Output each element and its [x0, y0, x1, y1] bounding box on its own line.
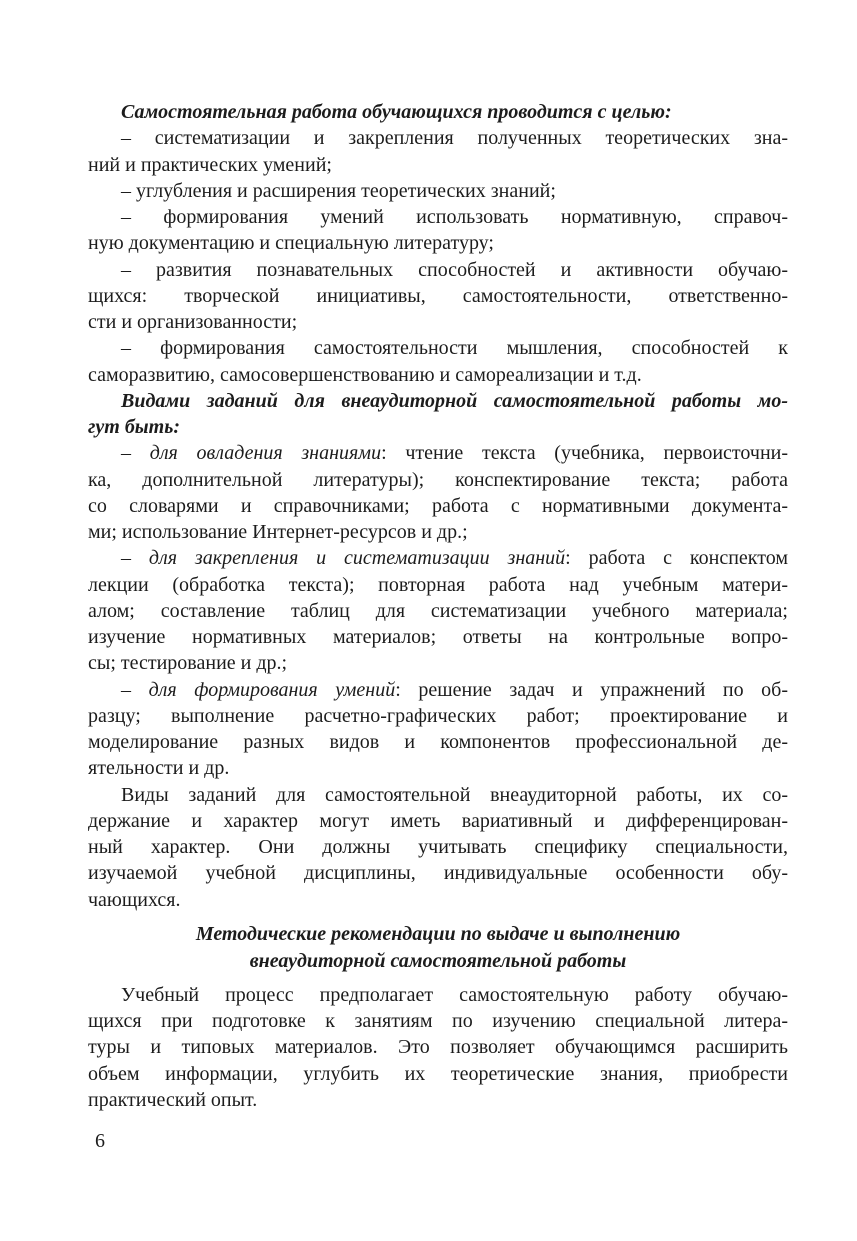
goal-item-4 — [88, 257, 788, 336]
emphasis-phrase: для закрепления и систематизации знаний — [148, 547, 566, 570]
text-line: щихся: творческой инициативы, самостоятельности, ответственно- — [88, 284, 788, 307]
text-line: изучение нормативных материалов; ответы на контрольные вопро- — [88, 626, 788, 648]
goal-item-2 — [88, 178, 788, 204]
goal-item-5 — [88, 335, 788, 388]
text-line: ный характер. Они должны учитывать специфику специальности, — [88, 836, 788, 858]
text-line — [88, 677, 788, 703]
process-paragraph — [88, 982, 788, 1113]
text-block — [88, 99, 788, 1113]
text-line: – систематизации и закрепления полученных теоретических зна- — [121, 127, 788, 150]
text-line: – углубления и расширения теоретических знаний; — [121, 179, 556, 202]
text-line: практический опыт. — [88, 1088, 258, 1111]
text-line: держание и характер могут иметь вариативный и дифференцирован- — [88, 809, 788, 832]
text-line: Учебный процесс предполагает самостоятельную работу обучаю- — [121, 983, 788, 1006]
text-line: чающихся. — [88, 888, 181, 911]
intro-heading — [88, 99, 788, 125]
line-rest: : чтение текста (учебника, первоисточни- — [381, 442, 789, 465]
text-line: – формирования умений использовать нормативную, справоч- — [121, 206, 788, 228]
heading-line: внеаудиторной самостоятельной работы — [249, 949, 627, 972]
text-line: ную документацию и специальную литературу; — [88, 232, 494, 255]
text-line: туры и типовых материалов. Это позволяет обучающимся расширить — [88, 1036, 788, 1059]
text-line — [88, 440, 788, 466]
text-line: сы; тестирование и др.; — [88, 652, 288, 675]
line-rest: : работа с конспектом — [565, 547, 788, 570]
page-number: 6 — [95, 1130, 105, 1152]
text-line: – формирования самостоятельности мышления, способностей к — [121, 337, 788, 360]
text-line: ний и практических умений; — [88, 153, 332, 176]
section-heading — [88, 921, 788, 975]
text-line: саморазвитию, самосовершенствованию и самореализации и т.д. — [88, 363, 642, 386]
text-line: – развития познавательных способностей и активности обучаю- — [121, 258, 788, 281]
text-line: изучаемой учебной дисциплины, индивидуальные особенности обу- — [88, 862, 788, 885]
text-line: алом; составление таблиц для систематизации учебного материала; — [88, 599, 788, 622]
types-heading — [88, 388, 788, 441]
text-line: сти и организованности; — [88, 311, 298, 333]
variability-paragraph — [88, 782, 788, 913]
type-item-skills — [88, 677, 788, 782]
goal-item-1 — [88, 125, 788, 178]
text-line: разцу; выполнение расчетно-графических работ; проектирование и — [88, 704, 788, 727]
text-line: Видами заданий для внеаудиторной самостоятельной работы мо- — [121, 389, 788, 412]
emphasis-phrase: для овладения знаниями — [149, 442, 382, 465]
goal-item-3 — [88, 204, 788, 257]
text-line: Самостоятельная работа обучающихся проводится с целью: — [121, 101, 672, 123]
text-line: ка, дополнительной литературы); конспектирование текста; работа — [88, 468, 788, 491]
text-line: гут быть: — [88, 416, 181, 438]
text-line: Виды заданий для самостоятельной внеаудиторной работы, их со- — [121, 783, 788, 806]
text-line: со словарями и справочниками; работа с нормативными документа- — [88, 494, 788, 517]
text-line: щихся при подготовке к занятиям по изучению специальной литера- — [88, 1010, 788, 1032]
type-item-consolidation — [88, 545, 788, 676]
text-line — [88, 545, 788, 571]
heading-line: Методические рекомендации по выдаче и выполнению — [195, 922, 681, 945]
text-line: моделирование разных видов и компонентов профессиональной де- — [88, 731, 788, 753]
list-dash: – — [121, 547, 149, 570]
text-line: ми; использование Интернет-ресурсов и др.; — [88, 521, 468, 543]
list-dash: – — [121, 678, 149, 701]
text-line: объем информации, углубить их теоретические знания, приобрести — [88, 1062, 788, 1085]
line-rest: : решение задач и упражнений по об- — [395, 678, 789, 701]
type-item-knowledge — [88, 440, 788, 545]
emphasis-phrase: для формирования умений — [148, 678, 396, 701]
text-line: лекции (обработка текста); повторная работа над учебным матери- — [88, 573, 788, 596]
list-dash: – — [121, 442, 150, 465]
text-line: ятельности и др. — [88, 757, 230, 780]
